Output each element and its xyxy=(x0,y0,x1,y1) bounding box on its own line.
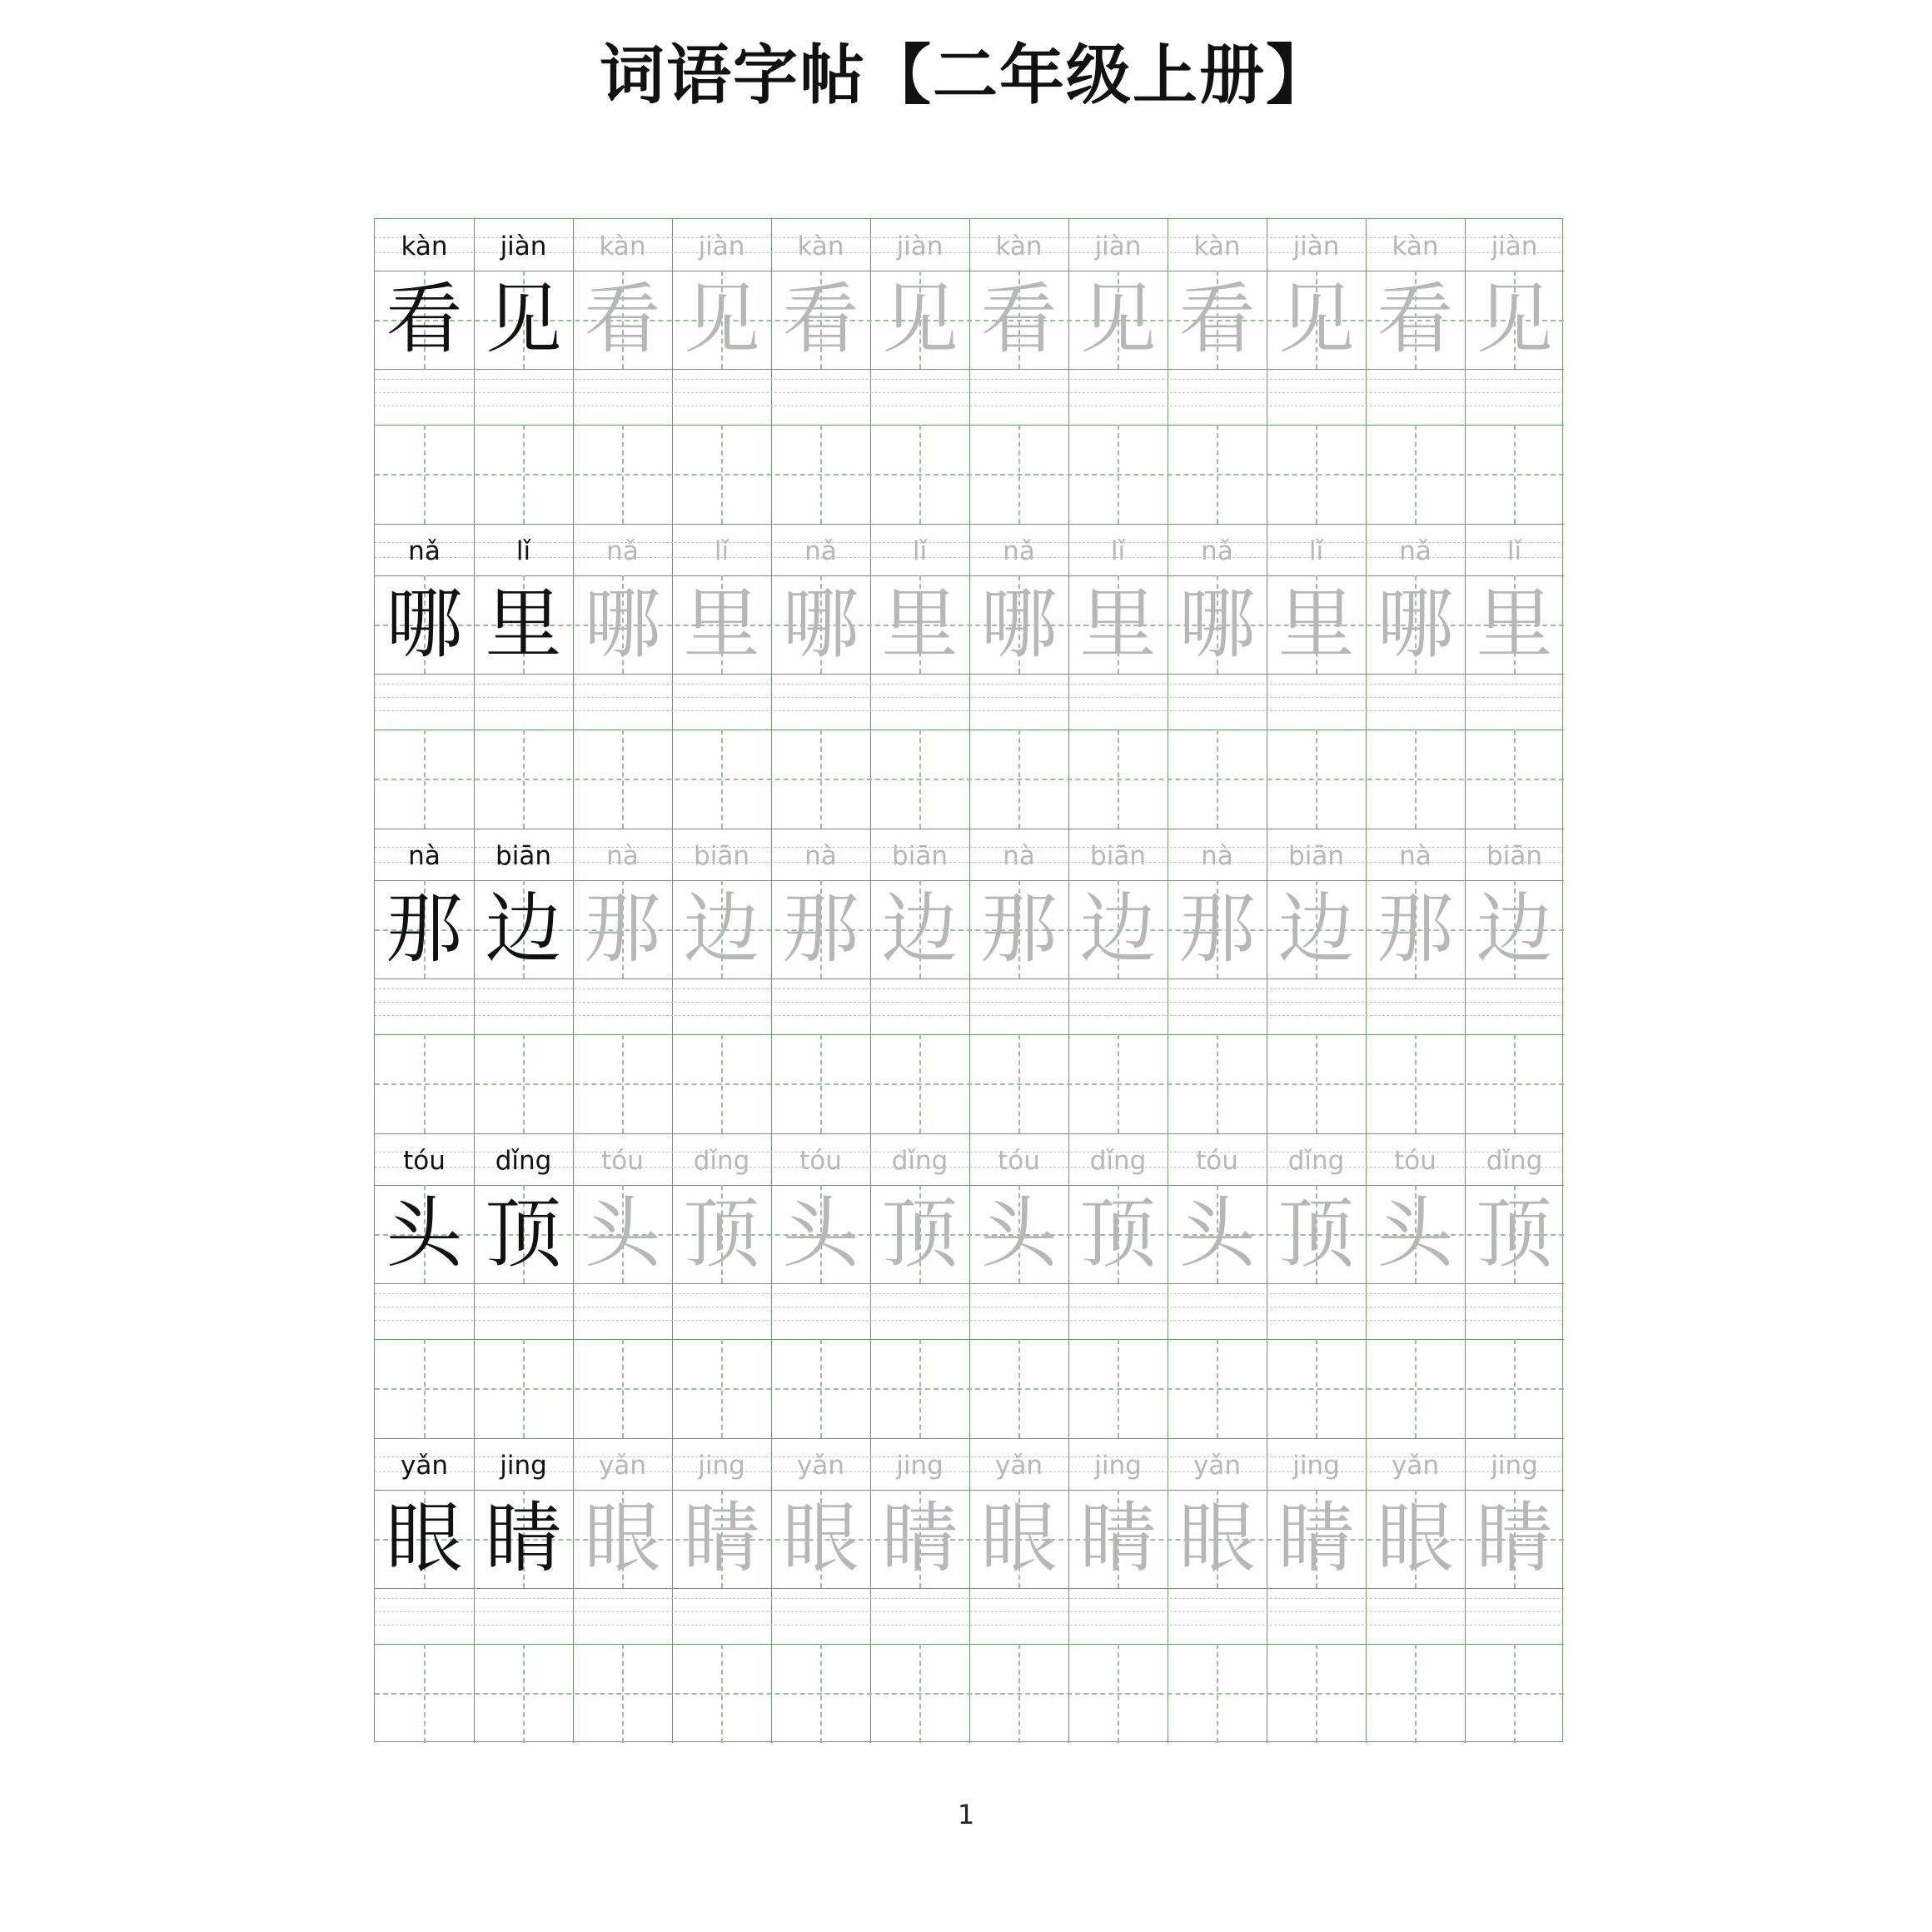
word-block xyxy=(375,219,1564,524)
pinyin-model: jiàn xyxy=(500,232,547,261)
grid-row-line xyxy=(375,674,1564,675)
tianzige-horizontal-guide xyxy=(375,1693,1564,1695)
character-trace: 顶 xyxy=(1277,1189,1355,1278)
tianzige-vertical-guide xyxy=(1415,729,1417,829)
tianzige-vertical-guide xyxy=(1118,1339,1119,1438)
tianzige-vertical-guide xyxy=(1018,729,1020,829)
character-trace: 哪 xyxy=(1377,580,1454,669)
pinyin-guide-line xyxy=(375,1625,1564,1626)
pinyin-trace: jing xyxy=(896,1451,944,1481)
character-trace: 头 xyxy=(782,1189,859,1278)
character-trace: 头 xyxy=(980,1189,1058,1278)
pinyin-trace: lǐ xyxy=(714,536,729,566)
tianzige-vertical-guide xyxy=(1514,729,1516,829)
tianzige-vertical-guide xyxy=(1316,1644,1317,1743)
pinyin-trace: kàn xyxy=(599,232,646,261)
character-trace: 哪 xyxy=(980,580,1058,669)
character-trace: 里 xyxy=(881,580,959,669)
grid-row-line xyxy=(375,1133,1564,1134)
pinyin-guide-line xyxy=(375,1015,1564,1016)
pinyin-trace: yǎn xyxy=(1392,1451,1439,1481)
character-trace: 眼 xyxy=(584,1494,661,1583)
tianzige-vertical-guide xyxy=(1118,729,1119,829)
pinyin-trace: tóu xyxy=(601,1146,644,1176)
pinyin-trace: tóu xyxy=(799,1146,842,1176)
pinyin-model: tóu xyxy=(403,1146,446,1176)
character-trace: 边 xyxy=(1476,884,1553,973)
tianzige-vertical-guide xyxy=(1415,425,1417,524)
character-trace: 见 xyxy=(1079,275,1157,364)
character-trace: 睛 xyxy=(1476,1494,1553,1583)
pinyin-trace: jiàn xyxy=(1094,232,1142,261)
tianzige-vertical-guide xyxy=(721,729,723,829)
tianzige-horizontal-guide xyxy=(375,779,1564,780)
pinyin-trace: biān xyxy=(1288,841,1344,871)
grid-row-line xyxy=(375,1283,1564,1284)
character-trace: 见 xyxy=(1476,275,1553,364)
character-model: 眼 xyxy=(386,1494,463,1583)
character-model: 里 xyxy=(485,580,562,669)
character-trace: 边 xyxy=(1079,884,1157,973)
character-trace: 头 xyxy=(1178,1189,1256,1278)
pinyin-trace: nà xyxy=(1399,841,1432,871)
grid-row-line xyxy=(375,1034,1564,1035)
pinyin-trace: jing xyxy=(1094,1451,1142,1481)
tianzige-vertical-guide xyxy=(1217,425,1218,524)
character-trace: 那 xyxy=(782,884,859,973)
grid-row-line xyxy=(375,524,1564,525)
character-trace: 看 xyxy=(584,275,661,364)
tianzige-vertical-guide xyxy=(1316,729,1317,829)
pinyin-trace: kàn xyxy=(1392,232,1439,261)
pinyin-trace: tóu xyxy=(998,1146,1040,1176)
tianzige-vertical-guide xyxy=(424,729,426,829)
pinyin-trace: biān xyxy=(1090,841,1146,871)
tianzige-vertical-guide xyxy=(1316,1339,1317,1438)
pinyin-trace: jing xyxy=(1292,1451,1340,1481)
character-trace: 哪 xyxy=(584,580,661,669)
pinyin-trace: nǎ xyxy=(1201,536,1233,566)
pinyin-trace: biān xyxy=(892,841,948,871)
character-trace: 看 xyxy=(980,275,1058,364)
character-trace: 里 xyxy=(683,580,760,669)
tianzige-vertical-guide xyxy=(1415,1339,1417,1438)
pinyin-model: kàn xyxy=(401,232,448,261)
tianzige-practice-grid xyxy=(374,218,1563,1742)
pinyin-trace: lǐ xyxy=(912,536,928,566)
character-trace: 眼 xyxy=(782,1494,859,1583)
tianzige-horizontal-guide xyxy=(375,474,1564,476)
page-title: 词语字帖【二年级上册】 xyxy=(599,38,1332,113)
tianzige-vertical-guide xyxy=(1316,1034,1317,1133)
tianzige-vertical-guide xyxy=(1217,1034,1218,1133)
tianzige-vertical-guide xyxy=(1514,1339,1516,1438)
pinyin-guide-line xyxy=(375,1611,1564,1612)
pinyin-trace: jiàn xyxy=(1292,232,1340,261)
pinyin-trace: jing xyxy=(1491,1451,1538,1481)
character-trace: 边 xyxy=(683,884,760,973)
pinyin-guide-line xyxy=(375,1320,1564,1321)
tianzige-vertical-guide xyxy=(424,1034,426,1133)
pinyin-trace: dǐng xyxy=(1486,1146,1543,1176)
character-trace: 顶 xyxy=(1476,1189,1553,1278)
tianzige-vertical-guide xyxy=(1018,1339,1020,1438)
tianzige-vertical-guide xyxy=(919,1644,921,1743)
tianzige-vertical-guide xyxy=(523,729,525,829)
character-model: 那 xyxy=(386,884,463,973)
character-trace: 那 xyxy=(1178,884,1256,973)
grid-row-line xyxy=(375,1438,1564,1439)
pinyin-guide-line xyxy=(375,392,1564,393)
tianzige-vertical-guide xyxy=(523,1644,525,1743)
word-block xyxy=(375,1133,1564,1438)
pinyin-trace: yǎn xyxy=(1193,1451,1241,1481)
character-trace: 顶 xyxy=(881,1189,959,1278)
tianzige-vertical-guide xyxy=(1118,1034,1119,1133)
pinyin-model: lǐ xyxy=(515,536,531,566)
pinyin-trace: yǎn xyxy=(599,1451,646,1481)
character-trace: 边 xyxy=(1277,884,1355,973)
tianzige-horizontal-guide xyxy=(375,1388,1564,1390)
character-model: 顶 xyxy=(485,1189,562,1278)
pinyin-trace: dǐng xyxy=(1287,1146,1345,1176)
tianzige-vertical-guide xyxy=(1514,425,1516,524)
tianzige-vertical-guide xyxy=(523,425,525,524)
tianzige-vertical-guide xyxy=(919,425,921,524)
pinyin-trace: kàn xyxy=(1193,232,1241,261)
pinyin-guide-line xyxy=(375,697,1564,698)
pinyin-guide-line xyxy=(375,379,1564,380)
tianzige-vertical-guide xyxy=(622,1644,624,1743)
grid-row-line xyxy=(375,978,1564,979)
character-trace: 眼 xyxy=(980,1494,1058,1583)
pinyin-trace: jiàn xyxy=(896,232,944,261)
character-trace: 哪 xyxy=(1178,580,1256,669)
grid-row-line xyxy=(375,1339,1564,1340)
character-model: 头 xyxy=(386,1189,463,1278)
word-block xyxy=(375,524,1564,829)
tianzige-vertical-guide xyxy=(919,729,921,829)
word-block xyxy=(375,829,1564,1133)
pinyin-model: nà xyxy=(408,841,441,871)
pinyin-trace: jiàn xyxy=(698,232,745,261)
tianzige-vertical-guide xyxy=(523,1339,525,1438)
tianzige-vertical-guide xyxy=(721,1644,723,1743)
pinyin-model: dǐng xyxy=(495,1146,552,1176)
grid-row-line xyxy=(375,1588,1564,1589)
pinyin-trace: jing xyxy=(698,1451,745,1481)
tianzige-vertical-guide xyxy=(1415,1034,1417,1133)
pinyin-trace: nà xyxy=(606,841,639,871)
pinyin-guide-line xyxy=(375,1002,1564,1003)
pinyin-guide-line xyxy=(375,684,1564,685)
character-trace: 那 xyxy=(980,884,1058,973)
character-trace: 睛 xyxy=(1277,1494,1355,1583)
character-trace: 那 xyxy=(584,884,661,973)
pinyin-trace: kàn xyxy=(995,232,1043,261)
pinyin-trace: tóu xyxy=(1196,1146,1238,1176)
tianzige-horizontal-guide xyxy=(375,1083,1564,1085)
tianzige-vertical-guide xyxy=(1118,1644,1119,1743)
character-trace: 看 xyxy=(1377,275,1454,364)
character-trace: 睛 xyxy=(683,1494,760,1583)
tianzige-vertical-guide xyxy=(1316,425,1317,524)
character-trace: 睛 xyxy=(881,1494,959,1583)
pinyin-model: biān xyxy=(495,841,551,871)
grid-row-line xyxy=(375,369,1564,370)
tianzige-vertical-guide xyxy=(1514,1644,1516,1743)
tianzige-vertical-guide xyxy=(919,1034,921,1133)
character-trace: 里 xyxy=(1079,580,1157,669)
pinyin-trace: nà xyxy=(1201,841,1233,871)
pinyin-trace: lǐ xyxy=(1110,536,1126,566)
grid-row-line xyxy=(375,1644,1564,1645)
character-trace: 睛 xyxy=(1079,1494,1157,1583)
pinyin-trace: lǐ xyxy=(1506,536,1522,566)
pinyin-trace: dǐng xyxy=(693,1146,750,1176)
tianzige-vertical-guide xyxy=(1018,1034,1020,1133)
pinyin-trace: dǐng xyxy=(891,1146,949,1176)
character-trace: 头 xyxy=(1377,1189,1454,1278)
grid-row-line xyxy=(375,425,1564,426)
pinyin-model: nǎ xyxy=(408,536,441,566)
character-model: 边 xyxy=(485,884,562,973)
tianzige-vertical-guide xyxy=(622,1339,624,1438)
tianzige-vertical-guide xyxy=(820,1644,822,1743)
tianzige-vertical-guide xyxy=(721,425,723,524)
pinyin-trace: yǎn xyxy=(797,1451,844,1481)
pinyin-guide-line xyxy=(375,1293,1564,1294)
pinyin-trace: lǐ xyxy=(1308,536,1324,566)
tianzige-vertical-guide xyxy=(622,729,624,829)
tianzige-vertical-guide xyxy=(424,1644,426,1743)
character-trace: 哪 xyxy=(782,580,859,669)
tianzige-vertical-guide xyxy=(1018,1644,1020,1743)
character-trace: 顶 xyxy=(1079,1189,1157,1278)
character-trace: 看 xyxy=(1178,275,1256,364)
tianzige-vertical-guide xyxy=(820,1339,822,1438)
pinyin-trace: nǎ xyxy=(1003,536,1035,566)
tianzige-vertical-guide xyxy=(820,1034,822,1133)
character-model: 看 xyxy=(386,275,463,364)
word-block xyxy=(375,1438,1564,1743)
character-trace: 里 xyxy=(1476,580,1553,669)
character-trace: 顶 xyxy=(683,1189,760,1278)
character-trace: 见 xyxy=(881,275,959,364)
pinyin-trace: nà xyxy=(1003,841,1035,871)
tianzige-vertical-guide xyxy=(1514,1034,1516,1133)
pinyin-trace: nǎ xyxy=(804,536,837,566)
tianzige-vertical-guide xyxy=(622,1034,624,1133)
pinyin-model: jing xyxy=(500,1451,547,1481)
tianzige-vertical-guide xyxy=(424,425,426,524)
character-trace: 头 xyxy=(584,1189,661,1278)
tianzige-vertical-guide xyxy=(1217,1644,1218,1743)
pinyin-trace: tóu xyxy=(1394,1146,1437,1176)
pinyin-guide-line xyxy=(375,988,1564,989)
grid-row-line xyxy=(375,729,1564,730)
pinyin-trace: dǐng xyxy=(1089,1146,1147,1176)
pinyin-trace: jiàn xyxy=(1491,232,1538,261)
pinyin-guide-line xyxy=(375,710,1564,711)
character-trace: 眼 xyxy=(1178,1494,1256,1583)
character-model: 哪 xyxy=(386,580,463,669)
pinyin-trace: biān xyxy=(694,841,749,871)
pinyin-trace: kàn xyxy=(797,232,844,261)
pinyin-guide-line xyxy=(375,1598,1564,1599)
tianzige-vertical-guide xyxy=(721,1339,723,1438)
pinyin-trace: nǎ xyxy=(1399,536,1432,566)
tianzige-vertical-guide xyxy=(820,729,822,829)
pinyin-model: yǎn xyxy=(401,1451,448,1481)
character-model: 见 xyxy=(485,275,562,364)
pinyin-trace: nǎ xyxy=(606,536,639,566)
page-number: 1 xyxy=(957,1799,975,1830)
character-trace: 见 xyxy=(1277,275,1355,364)
tianzige-vertical-guide xyxy=(1217,1339,1218,1438)
tianzige-vertical-guide xyxy=(1018,425,1020,524)
tianzige-vertical-guide xyxy=(1415,1644,1417,1743)
tianzige-vertical-guide xyxy=(919,1339,921,1438)
tianzige-vertical-guide xyxy=(1217,729,1218,829)
tianzige-vertical-guide xyxy=(523,1034,525,1133)
tianzige-vertical-guide xyxy=(820,425,822,524)
character-trace: 看 xyxy=(782,275,859,364)
character-trace: 里 xyxy=(1277,580,1355,669)
character-trace: 边 xyxy=(881,884,959,973)
character-trace: 那 xyxy=(1377,884,1454,973)
pinyin-trace: biān xyxy=(1486,841,1542,871)
tianzige-vertical-guide xyxy=(1118,425,1119,524)
pinyin-trace: yǎn xyxy=(995,1451,1043,1481)
tianzige-vertical-guide xyxy=(424,1339,426,1438)
character-model: 睛 xyxy=(485,1494,562,1583)
tianzige-vertical-guide xyxy=(721,1034,723,1133)
character-trace: 眼 xyxy=(1377,1494,1454,1583)
tianzige-vertical-guide xyxy=(622,425,624,524)
pinyin-trace: nà xyxy=(804,841,837,871)
character-trace: 见 xyxy=(683,275,760,364)
